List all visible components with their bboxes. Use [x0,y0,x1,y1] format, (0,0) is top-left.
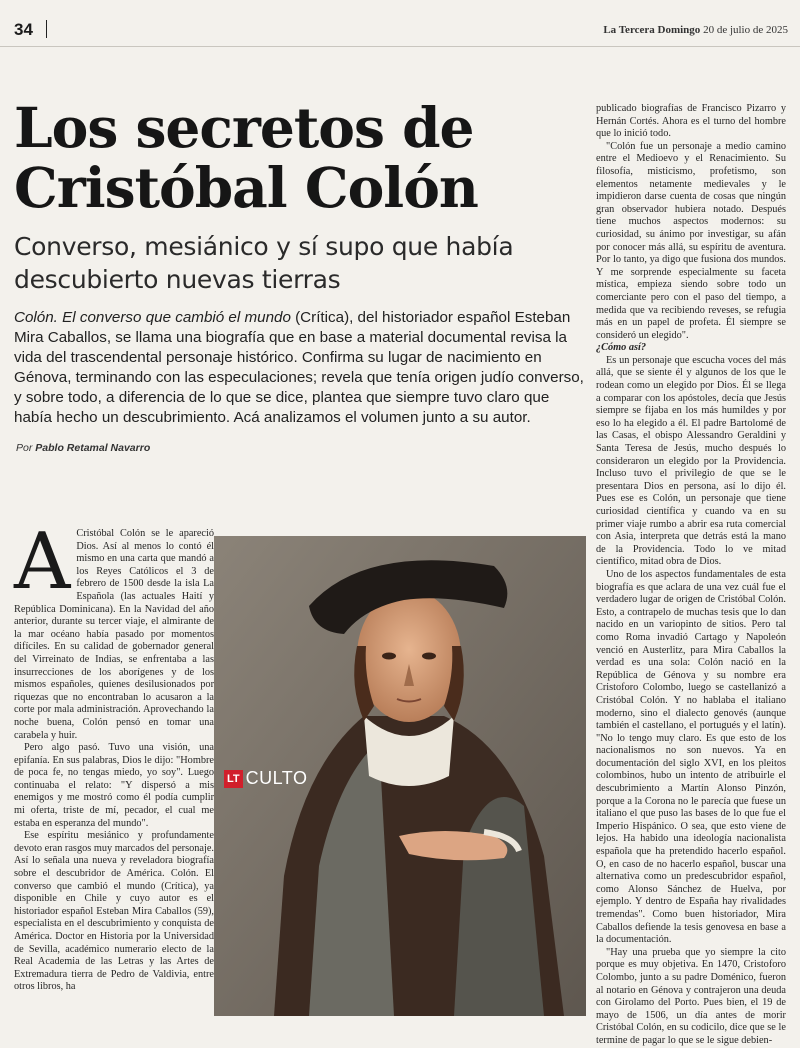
lt-culto-badge [224,768,307,789]
body-column-left [14,517,214,994]
drop-cap: A [14,517,71,607]
masthead [603,24,788,36]
body-paragraph: Ese espíritu mesiánico y profundamente devoto eran rasgos muy marcados del personaje. Así lo señala una nueva y reveladora biografía sobre el descubridor de América. Colón. El converso que cambió el mundo (Crítica), ya disponible en Chile y cuyo autor es el historiador español Esteban Mira Caballos (59), especialista en el descubrimiento y conquista de América. Doctor en Historia por la Universidad de Sevilla, académico numerario electo de la Real Academia de las Letras y las Artes de Extremadura tierra de Pedro de Valdivia, entre otros libros, ha [14,830,214,993]
body-paragraph: publicado biografías de Francisco Pizarro y Hernán Cortés. Ahora es el turno del hombre que lo inició todo. [596,103,786,140]
lead-book-title: Colón. El converso que cambió el mundo [14,309,291,326]
article-header [14,95,584,454]
byline-prefix: Por [16,442,33,454]
body-paragraph: "Hay una prueba que yo siempre la cito porque es muy objetiva. En 1470, Cristoforo Colombo, junto a su padre Doménico, fueron al notario en Génova y contrajeron una deuda con Girolamo del Porto. Pues bien, el 19 de mayo de 1506, un día antes de morir Cristóbal Colón, en su codicilo, dice que se le termine de pagar lo que se le sigue debien- [596,946,786,1046]
columbus-portrait [214,536,586,1016]
issue-date: 20 de julio de 2025 [703,24,788,36]
body-paragraph: Uno de los aspectos fundamentales de esta biografía es que aclara de una vez cuál fue el verdadero lugar de origen de Cristóbal Colón. Esto, a contrapelo de muchas tesis que lo dan nacido en un variopinto de sitios. Pero tal como Roma invadió Cartago y Napoleón venció en Austerlitz, para Mira Caballos la verdad es una sola: Colón nació en la República de Génova y su nombre era Cristoforo Colombo, luego se castellanizó a Cristóbal Colón. Y no hablaba el italiano moderno, sino el dialecto genovés (aunque también el castellano, el portugués y el latín). "No lo tengo muy claro. Es que esto de los nacionalismos no son nuevos. Ya en documentación del siglo XVI, en los pleitos colombinos, hubo un intento de atribuirle el descubrimiento a Martín Alonso Pinzón, porque a la Corona no le parecía que fuese un italiano el que puso las bases de lo que fue el Imperio Hispánico. O sea, que esto viene de lejos. Ha habido una ideología nacionalista española que ha pretendido hacerlo español. O, en caso de no hacerlo español, buscar una alternativa como un predescubridor español, como Alonso Sánchez de Huelva, por ejemplo. Y dentro de España hay rivalidades tremendas". Como buen historiador, Mira Caballos defiende la tesis genovesa en base a la documentación. [596,568,786,946]
article-lead [14,308,584,428]
body-paragraph: Pero algo pasó. Tuvo una visión, una epifanía. En sus palabras, Dios le dijo: "Hombre de poca fe, no tengas miedo, yo soy". Luego continuaba el relato: "Y dispersó a mis enemigos y me mostró como él podía cumplir mi oferta, triste de mí, pecador, el cual me estaba en esperanza del mundo". [14,742,214,829]
header-rule [0,46,800,47]
byline [16,442,584,454]
page-number: 34 [14,20,33,39]
body-paragraph: "Colón fue un personaje a medio camino entre el Medioevo y el Renacimiento. Su filosofía, misticismo, profetismo, son elementos netamente medievales y le impidieron darse cuenta de cosas que ningún gran observador hubiera notado. Después tiene muchos aspectos modernos: su curiosidad, su ánimo por investigar, su afán por conocer más allá, su espíritu de aventura. Por lo tanto, ya digo que fusiona dos mundos. Y me sorprende especialmente su faceta mística, empieza siendo sobre todo un comerciante pero con el paso del tiempo, a medida que va recibiendo reveses, se refugia más en un papel de profeta. Él siempre se consideró un elegido". [596,140,786,341]
article-title: Los secretos de Cristóbal Colón [14,95,478,220]
body-column-right [596,103,786,1048]
folio-divider [46,20,47,38]
interview-question: ¿Cómo así? [596,342,647,354]
article-subtitle: Converso, mesiánico y sí supo que había descubierto nuevas tierras [14,232,514,294]
lead-text: (Crítica), del historiador español Esteban Mira Caballos, se llama una biografía que en base a material documental revisa la vida del trascendental personaje histórico. Confirma su lugar de nacimiento en Génova, terminando con las especulaciones; revela que tenía origen judío converso, y sobre todo, a diferencia de lo que se dice, plantea que siempre tuvo claro que había hecho un descubrimiento. Acá analizamos el volumen junto a su autor. [14,309,584,426]
lt-logo-mark: LT [224,770,243,788]
culto-label: CULTO [245,768,308,788]
publication-name: La Tercera Domingo [603,24,701,36]
body-paragraph: Es un personaje que escucha voces del más allá, que se siente él y algunos de los que le rodean como un elegido por Dios. Él se llega a comparar con los apóstoles, decía que Jesús siempre se fijaba en los más humildes y por eso lo ha elegido a él. El padre Bartolomé de las Casas, el obispo Alessandro Geraldini y Santa Teresa de Jesús, mucho después lo consideraron un elegido por la Providencia. Incluso tuvo el privilegio de que se le presentara Dios en persona, así lo dijo él. Pues ese es Colón, un personaje que tiene curiosidad científica y cuando va en su primer viaje rumbo a abrir esa ruta comercial con Asia, interpreta que detrás está la mano de la Providencia. Todo lo ve mitad científico, mitad obra de Dios. [596,354,786,568]
byline-author: Pablo Retamal Navarro [35,442,151,454]
body-paragraph: Cristóbal Colón se le apareció Dios. Así al menos lo contó él mismo en una carta que mandó a los Reyes Católicos el 3 de febrero de 1500 desde la isla La Española (las actuales Haití y República Dominicana). En la Navidad del año anterior, durante su tercer viaje, el almirante de la mar océano había pasado por momentos difíciles. En su calidad de gobernador general del Virreinato de Indias, se enfrentaba a las insurrecciones de los aborígenes y de los mismos españoles, quienes desilusionados por riquezas que no encontraban lo acusaron a la corte por mala administración. Aprovechando la noche buena, Colón pensó en tomar una carabela y huir. [14,528,214,741]
